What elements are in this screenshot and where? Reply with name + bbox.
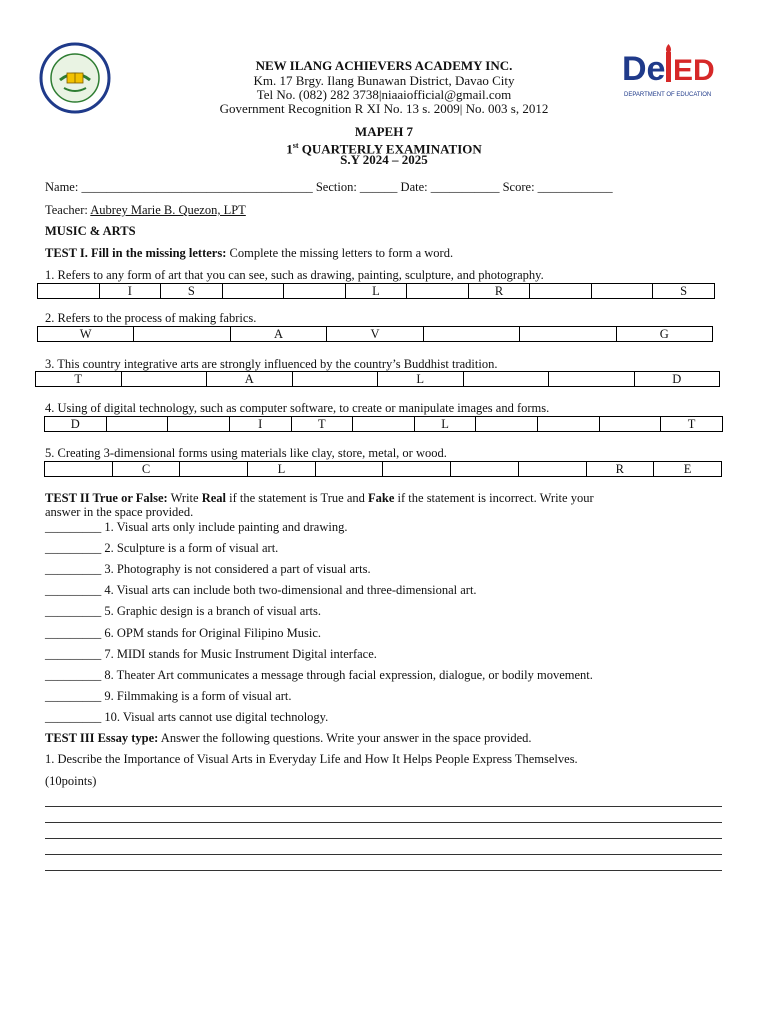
exam-ordinal: 1: [286, 141, 293, 157]
letter-box[interactable]: S: [161, 284, 223, 299]
letter-boxes-4: [44, 416, 723, 432]
school-name: NEW ILANG ACHIEVERS ACADEMY INC.: [255, 58, 513, 73]
letter-box[interactable]: [463, 372, 549, 387]
letter-box[interactable]: L: [345, 284, 407, 299]
test2-instruction-part: if the statement is incorrect. Write your: [394, 491, 594, 505]
essay-answer-line[interactable]: [45, 838, 722, 839]
teacher-line: [45, 203, 246, 218]
test1-question-1: 1. Refers to any form of art that you can see, such as drawing, painting, sculpture, and photography.: [45, 268, 544, 282]
test3-instruction: Answer the following questions. Write your answer in the space provided.: [158, 731, 532, 745]
letter-box[interactable]: [134, 327, 230, 342]
letter-box[interactable]: [476, 417, 538, 432]
test3-title: TEST III Essay type:: [45, 731, 159, 745]
tf-statement: 2. Sculpture is a form of visual art.: [104, 541, 279, 555]
tf-item: [45, 647, 377, 662]
answer-blank[interactable]: _________: [45, 583, 102, 597]
test1-title: TEST I. Fill in the missing letters:: [45, 246, 227, 260]
test1-instruction: Complete the missing letters to form a word.: [226, 246, 454, 260]
letter-box[interactable]: [121, 372, 207, 387]
tf-item: [45, 710, 328, 725]
test3-heading: [45, 731, 532, 746]
letter-box[interactable]: R: [586, 462, 654, 477]
essay-points: (10points): [45, 774, 97, 788]
essay-answer-line[interactable]: [45, 822, 722, 823]
essay-answer-line[interactable]: [45, 870, 722, 871]
letter-box[interactable]: [599, 417, 661, 432]
real-keyword: Real: [201, 491, 227, 505]
letter-box[interactable]: V: [327, 327, 423, 342]
answer-blank[interactable]: _________: [45, 604, 102, 618]
tf-statement: 3. Photography is not considered a part of visual arts.: [104, 562, 371, 576]
test2-title: TEST II True or False:: [45, 491, 168, 505]
tf-item: [45, 689, 292, 704]
tf-statement: 6. OPM stands for Original Filipino Music.: [104, 626, 322, 640]
essay-answer-line[interactable]: [45, 806, 722, 807]
letter-box[interactable]: C: [112, 462, 180, 477]
letter-box[interactable]: L: [248, 462, 316, 477]
letter-boxes-2: [37, 326, 713, 342]
essay-question: 1. Describe the Importance of Visual Arts in Everyday Life and How It Helps People Express Themselves.: [45, 752, 578, 766]
test1-question-3: 3. This country integrative arts are strongly influenced by the country’s Buddhist tradition.: [45, 357, 498, 371]
teacher-label: Teacher:: [45, 203, 91, 217]
letter-box[interactable]: I: [229, 417, 291, 432]
tf-statement: 9. Filmmaking is a form of visual art.: [104, 689, 292, 703]
letter-box[interactable]: [353, 417, 415, 432]
letter-box[interactable]: [284, 284, 346, 299]
student-info-line: Name: _____________________________________ Section: ______ Date: ___________ Score: ____________: [45, 180, 613, 194]
test2-instruction-line2: answer in the space provided.: [45, 505, 194, 519]
letter-box[interactable]: T: [36, 372, 122, 387]
section-title: MUSIC & ARTS: [45, 224, 136, 238]
letter-box[interactable]: [518, 462, 586, 477]
answer-blank[interactable]: _________: [45, 541, 102, 555]
tf-statement: 5. Graphic design is a branch of visual arts.: [104, 604, 321, 618]
school-year: S.Y 2024 – 2025: [340, 152, 428, 167]
letter-box[interactable]: [222, 284, 284, 299]
test1-question-5: 5. Creating 3-dimensional forms using materials like clay, store, metal, or wood.: [45, 446, 447, 460]
letter-box[interactable]: [591, 284, 653, 299]
letter-box[interactable]: T: [291, 417, 353, 432]
letter-box[interactable]: [315, 462, 383, 477]
tf-statement: 10. Visual arts cannot use digital technology.: [104, 710, 329, 724]
letter-boxes-5: [44, 461, 722, 477]
letter-box[interactable]: [538, 417, 600, 432]
letter-box[interactable]: A: [230, 327, 326, 342]
government-recognition: Government Recognition R XI No. 13 s. 2009| No. 003 s, 2012: [219, 101, 549, 116]
exam-title-text: QUARTERLY EXAMINATION: [298, 141, 482, 157]
test1-heading: [45, 246, 453, 261]
letter-box[interactable]: [106, 417, 168, 432]
letter-box[interactable]: [383, 462, 451, 477]
letter-box[interactable]: [292, 372, 378, 387]
letter-box[interactable]: [45, 462, 113, 477]
tf-item: [45, 604, 321, 619]
letter-box[interactable]: R: [468, 284, 530, 299]
tf-item: [45, 583, 477, 598]
letter-box[interactable]: T: [661, 417, 723, 432]
test1-question-2: 2. Refers to the process of making fabrics.: [45, 311, 257, 325]
letter-box[interactable]: L: [414, 417, 476, 432]
letter-box[interactable]: A: [207, 372, 293, 387]
letter-box[interactable]: [407, 284, 469, 299]
letter-box[interactable]: [423, 327, 519, 342]
tf-item: [45, 668, 593, 683]
letter-box[interactable]: [530, 284, 592, 299]
answer-blank[interactable]: _________: [45, 689, 102, 703]
tf-statement: 8. Theater Art communicates a message through facial expression, dialogue, or bodily movement.: [104, 668, 593, 682]
school-contact: Tel No. (082) 282 3738|niaaiofficial@gmail.com: [256, 87, 512, 102]
tf-item: [45, 562, 371, 577]
tf-statement: 7. MIDI stands for Music Instrument Digital interface.: [104, 647, 377, 661]
letter-box[interactable]: I: [99, 284, 161, 299]
letter-box[interactable]: E: [654, 462, 722, 477]
letter-box[interactable]: [38, 284, 100, 299]
svg-text:ED: ED: [673, 54, 715, 87]
letter-box[interactable]: D: [45, 417, 107, 432]
tf-statement: 1. Visual arts only include painting and drawing.: [104, 520, 348, 534]
answer-blank[interactable]: _________: [45, 647, 102, 661]
letter-box[interactable]: W: [38, 327, 134, 342]
teacher-name: Aubrey Marie B. Quezon, LPT: [90, 203, 246, 217]
answer-blank[interactable]: _________: [45, 520, 102, 534]
letter-box[interactable]: D: [634, 372, 720, 387]
letter-boxes-1: [37, 283, 715, 299]
answer-blank[interactable]: _________: [45, 710, 102, 724]
tf-item: [45, 541, 278, 556]
test2-instruction-part: Write: [167, 491, 202, 505]
letter-box[interactable]: [168, 417, 230, 432]
exam-ordinal-suffix: st: [292, 141, 299, 150]
letter-box[interactable]: S: [653, 284, 715, 299]
tf-item: [45, 520, 347, 535]
essay-answer-line[interactable]: [45, 854, 722, 855]
letter-box[interactable]: [180, 462, 248, 477]
answer-blank[interactable]: _________: [45, 668, 102, 682]
tf-item: [45, 626, 321, 641]
letter-boxes-3: [35, 371, 720, 387]
answer-blank[interactable]: _________: [45, 626, 102, 640]
letter-box[interactable]: G: [616, 327, 712, 342]
tf-statement: 4. Visual arts can include both two-dimensional and three-dimensional art.: [104, 583, 477, 597]
deped-subtext: DEPARTMENT OF EDUCATION: [624, 92, 712, 98]
school-address: Km. 17 Brgy. Ilang Bunawan District, Davao City: [253, 73, 515, 88]
test2-instruction-part: if the statement is True and: [226, 491, 369, 505]
svg-text:De: De: [622, 50, 666, 88]
answer-blank[interactable]: _________: [45, 562, 102, 576]
letter-box[interactable]: [520, 327, 616, 342]
letter-box[interactable]: L: [378, 372, 464, 387]
test1-question-4: 4. Using of digital technology, such as computer software, to create or manipulate images and forms.: [45, 401, 550, 415]
subject-title: MAPEH 7: [354, 124, 414, 139]
letter-box[interactable]: [549, 372, 635, 387]
fake-keyword: Fake: [368, 491, 395, 505]
letter-box[interactable]: [451, 462, 519, 477]
test2-heading: [45, 491, 594, 506]
